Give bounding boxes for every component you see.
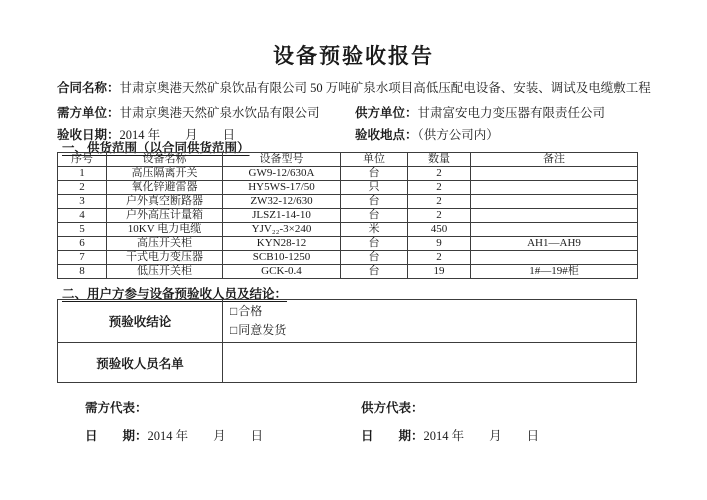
cell-unit: 台 bbox=[341, 251, 408, 265]
conclusion-row bbox=[58, 300, 637, 343]
column-header: 序号 bbox=[58, 153, 107, 167]
cell-equipment-name: 10KV 电力电缆 bbox=[107, 223, 223, 237]
contract-name-value: 甘肃京奥港天然矿泉饮品有限公司 50 万吨矿泉水项目高低压配电设备、安装、调试及电缆敷工程 bbox=[119, 81, 651, 95]
table-row bbox=[58, 237, 638, 251]
supplier-representative-line bbox=[361, 398, 424, 416]
table-row bbox=[58, 251, 638, 265]
cell-equipment-name: 干式电力变压器 bbox=[107, 251, 223, 265]
cell-unit: 台 bbox=[341, 237, 408, 251]
cell-model: HY5WS-17/50 bbox=[223, 181, 341, 195]
table-row bbox=[58, 209, 638, 223]
cell-model: ZW32-12/630 bbox=[223, 195, 341, 209]
cell-equipment-name: 高压隔离开关 bbox=[107, 167, 223, 181]
table-row bbox=[58, 265, 638, 279]
cell-remark: 1#—19#柜 bbox=[471, 265, 638, 279]
section2-heading: 二、用户方参与设备预验收人员及结论： bbox=[62, 287, 288, 301]
supply-scope-table bbox=[57, 152, 638, 279]
conclusion-label: 预验收结论 bbox=[58, 300, 223, 343]
cell-unit: 米 bbox=[341, 223, 408, 237]
cell-seq: 4 bbox=[58, 209, 107, 223]
cell-qty: 9 bbox=[408, 237, 471, 251]
cell-qty: 450 bbox=[408, 223, 471, 237]
checkbox-label: 合格 bbox=[238, 304, 263, 318]
personnel-list-label: 预验收人员名单 bbox=[58, 343, 223, 383]
cell-seq: 7 bbox=[58, 251, 107, 265]
cell-qty: 2 bbox=[408, 167, 471, 181]
cell-equipment-name: 氧化锌避雷器 bbox=[107, 181, 223, 195]
cell-seq: 1 bbox=[58, 167, 107, 181]
personnel-list-value bbox=[223, 343, 637, 383]
cell-model: JLSZ1-14-10 bbox=[223, 209, 341, 223]
acceptance-location-value: （供方公司内） bbox=[417, 128, 499, 142]
personnel-row bbox=[58, 343, 637, 383]
cell-remark bbox=[471, 209, 638, 223]
buyer-sign-date-value: 2014 年 月 日 bbox=[147, 429, 264, 443]
conclusion-option bbox=[230, 302, 636, 321]
section1-heading: 一、供货范围（以合同供货范围） bbox=[62, 141, 250, 155]
cell-remark bbox=[471, 251, 638, 265]
cell-remark bbox=[471, 223, 638, 237]
table-row bbox=[58, 223, 638, 237]
cell-remark bbox=[471, 181, 638, 195]
cell-equipment-name: 高压开关柜 bbox=[107, 237, 223, 251]
cell-unit: 台 bbox=[341, 167, 408, 181]
buyer-unit-label: 需方单位： bbox=[57, 106, 120, 120]
cell-qty: 2 bbox=[408, 209, 471, 223]
supply-table-header-row bbox=[58, 153, 638, 167]
cell-qty: 2 bbox=[408, 181, 471, 195]
acceptance-location-line bbox=[355, 125, 499, 143]
checkbox-icon[interactable]: □ bbox=[230, 323, 238, 337]
supplier-unit-line bbox=[355, 103, 605, 121]
cell-qty: 2 bbox=[408, 251, 471, 265]
supplier-sign-date-line bbox=[361, 426, 539, 444]
table-row bbox=[58, 167, 638, 181]
buyer-unit-value: 甘肃京奥港天然矿泉水饮品有限公司 bbox=[119, 106, 320, 120]
page-title: 设备预验收报告 bbox=[273, 44, 434, 68]
buyer-representative-label: 需方代表： bbox=[85, 401, 148, 415]
supply-table-body bbox=[58, 167, 638, 279]
column-header: 备注 bbox=[471, 153, 638, 167]
cell-seq: 5 bbox=[58, 223, 107, 237]
acceptance-location-label: 验收地点： bbox=[355, 128, 418, 142]
cell-seq: 8 bbox=[58, 265, 107, 279]
table-row bbox=[58, 181, 638, 195]
cell-equipment-name: 低压开关柜 bbox=[107, 265, 223, 279]
cell-unit: 台 bbox=[341, 195, 408, 209]
cell-qty: 19 bbox=[408, 265, 471, 279]
acceptance-date-value: 2014 年 月 日 bbox=[119, 128, 236, 142]
cell-model: GW9-12/630A bbox=[223, 167, 341, 181]
column-header: 设备型号 bbox=[223, 153, 341, 167]
acceptance-date-label: 验收日期： bbox=[57, 128, 120, 142]
cell-unit: 台 bbox=[341, 209, 408, 223]
cell-remark: AH1—AH9 bbox=[471, 237, 638, 251]
column-header: 设备名称 bbox=[107, 153, 223, 167]
cell-model: YJV₂₂-3×240 bbox=[223, 223, 341, 237]
buyer-unit-line bbox=[57, 103, 320, 121]
buyer-representative-line bbox=[85, 398, 148, 416]
conclusion-option bbox=[230, 321, 636, 340]
supplier-unit-label: 供方单位： bbox=[355, 106, 418, 120]
cell-unit: 只 bbox=[341, 181, 408, 195]
conclusion-table bbox=[57, 299, 637, 383]
supplier-unit-value: 甘肃富安电力变压器有限责任公司 bbox=[417, 106, 606, 120]
cell-equipment-name: 户外高压计量箱 bbox=[107, 209, 223, 223]
cell-remark bbox=[471, 167, 638, 181]
cell-seq: 2 bbox=[58, 181, 107, 195]
cell-unit: 台 bbox=[341, 265, 408, 279]
cell-remark bbox=[471, 195, 638, 209]
contract-name-line bbox=[57, 78, 651, 96]
supplier-sign-date-value: 2014 年 月 日 bbox=[423, 429, 540, 443]
cell-equipment-name: 户外真空断路器 bbox=[107, 195, 223, 209]
supplier-representative-label: 供方代表： bbox=[361, 401, 424, 415]
cell-model: GCK-0.4 bbox=[223, 265, 341, 279]
cell-model: SCB10-1250 bbox=[223, 251, 341, 265]
cell-seq: 6 bbox=[58, 237, 107, 251]
checkbox-label: 同意发货 bbox=[238, 323, 287, 337]
column-header: 数量 bbox=[408, 153, 471, 167]
cell-seq: 3 bbox=[58, 195, 107, 209]
conclusion-options bbox=[223, 300, 637, 343]
cell-qty: 2 bbox=[408, 195, 471, 209]
column-header: 单位 bbox=[341, 153, 408, 167]
table-row bbox=[58, 195, 638, 209]
checkbox-icon[interactable]: □ bbox=[230, 304, 238, 318]
contract-name-label: 合同名称： bbox=[57, 81, 120, 95]
buyer-sign-date-label: 日 期： bbox=[85, 429, 148, 443]
supplier-sign-date-label: 日 期： bbox=[361, 429, 424, 443]
buyer-sign-date-line bbox=[85, 426, 263, 444]
cell-model: KYN28-12 bbox=[223, 237, 341, 251]
